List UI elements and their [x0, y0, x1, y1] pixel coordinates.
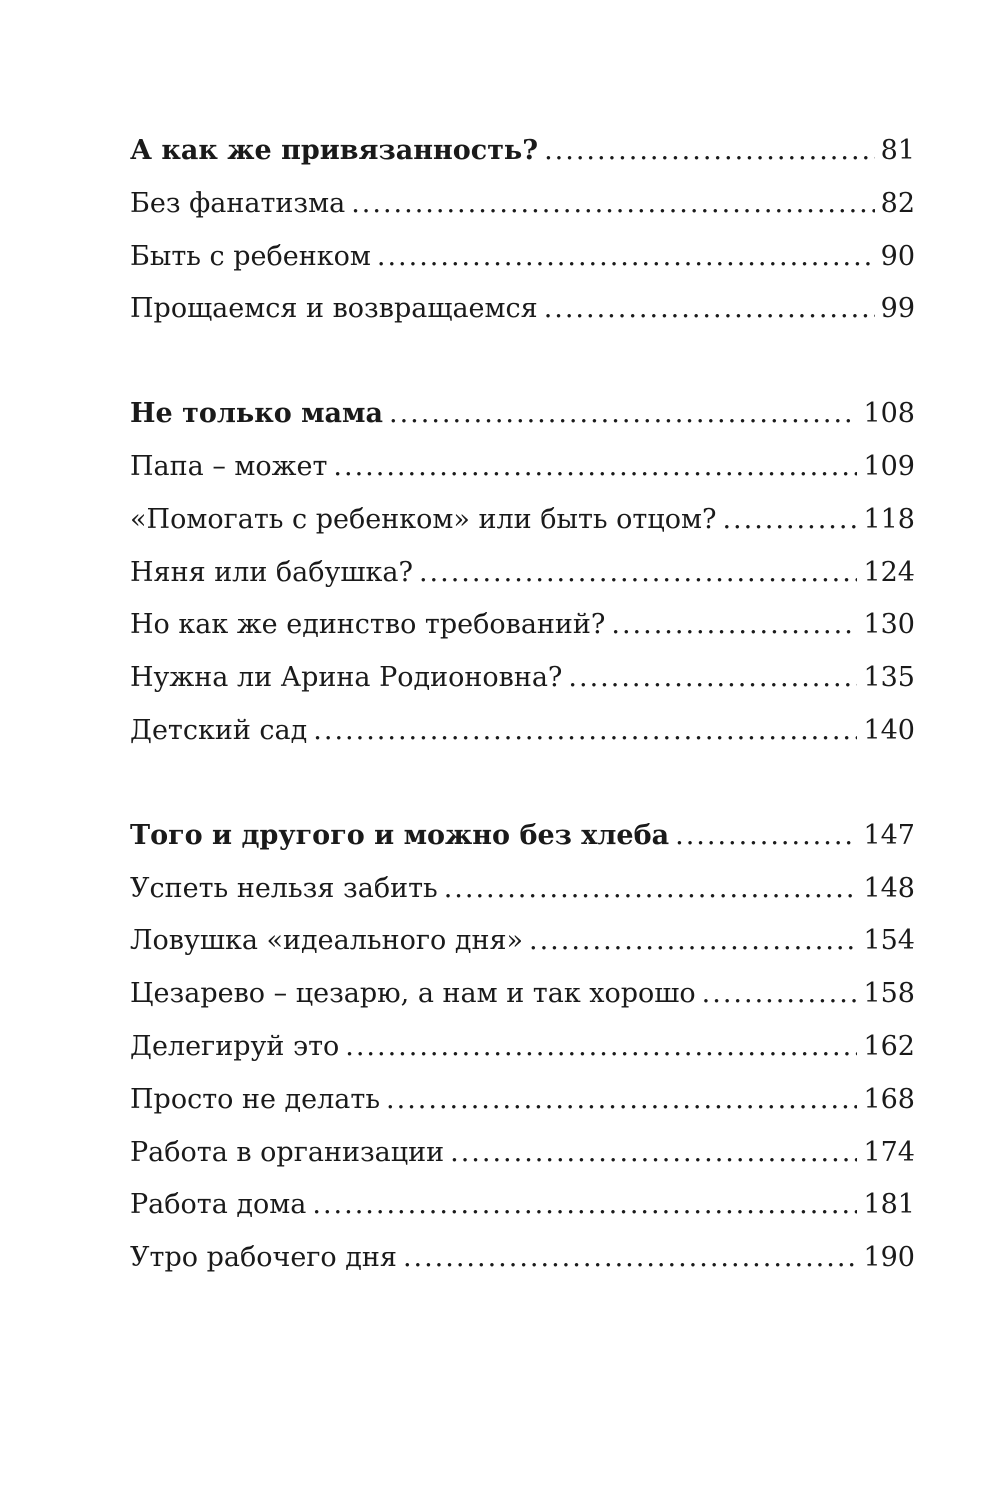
- toc-page-number: 81: [880, 135, 915, 166]
- toc-entry: [130, 494, 915, 547]
- dot-leader: [450, 1127, 857, 1180]
- dot-leader: [403, 1232, 858, 1285]
- dot-leader: [702, 968, 858, 1021]
- dot-leader: [611, 599, 857, 652]
- toc-entry-title: Детский сад: [130, 714, 308, 746]
- toc-page-number: 174: [863, 1136, 915, 1168]
- toc-entry-title: Ловушка «идеального дня»: [130, 925, 524, 957]
- dot-leader: [544, 125, 875, 178]
- toc-page-number: 168: [863, 1083, 915, 1115]
- toc-page-number: 140: [863, 714, 915, 746]
- dot-leader: [333, 441, 857, 494]
- toc-entry-title: Цезарево – цезарю, а нам и так хорошо: [130, 978, 696, 1010]
- toc-page-number: 181: [863, 1189, 915, 1221]
- toc-entry-title: Но как же единство требований?: [130, 609, 606, 641]
- toc-entry-title: Няня или бабушка?: [130, 556, 413, 588]
- toc-page-number: 147: [863, 819, 915, 851]
- toc-entry-title: Папа – может: [130, 450, 328, 482]
- toc-entry: [130, 1021, 915, 1074]
- toc-entry: [130, 547, 915, 600]
- toc-entry-title: Работа дома: [130, 1189, 307, 1221]
- toc-entry-title: Быть с ребенком: [130, 240, 371, 272]
- toc-entry-title: Успеть нельзя забить: [130, 872, 438, 904]
- dot-leader: [419, 547, 857, 600]
- dot-leader: [377, 231, 875, 284]
- toc-page-number: 135: [863, 662, 915, 694]
- toc-entry: [130, 1074, 915, 1127]
- toc-page-number: 158: [863, 978, 915, 1010]
- toc-page-number: 99: [880, 293, 915, 325]
- dot-leader: [529, 915, 857, 968]
- dot-leader: [386, 1074, 857, 1127]
- toc-entry-title: Просто не делать: [130, 1083, 381, 1115]
- toc-page-number: 108: [863, 398, 915, 430]
- toc-chapter-title: Не только мама: [130, 398, 383, 430]
- toc-entry: [130, 863, 915, 916]
- toc-entry: [130, 283, 915, 336]
- toc-entry: [130, 1179, 915, 1232]
- toc-chapter-title: А как же привязанность?: [130, 135, 539, 166]
- dot-leader: [722, 494, 857, 547]
- toc-page-number: 148: [863, 872, 915, 904]
- toc-entry: [130, 705, 915, 758]
- dot-leader: [312, 1179, 857, 1232]
- toc-entry: [130, 231, 915, 284]
- toc-page-number: 130: [863, 609, 915, 641]
- toc-entry-title: Делегируй это: [130, 1030, 340, 1062]
- toc-page-number: 124: [863, 556, 915, 588]
- dot-leader: [568, 652, 857, 705]
- toc-chapter-heading: [130, 388, 915, 441]
- toc-entry-title: Прощаемся и возвращаемся: [130, 293, 538, 325]
- toc-entry: [130, 1127, 915, 1180]
- toc-entry-title: Работа в организации: [130, 1136, 445, 1168]
- toc-chapter-title: Того и другого и можно без хлеба: [130, 819, 670, 851]
- toc-entry: [130, 968, 915, 1021]
- toc-entry-title: Нужна ли Арина Родионовна?: [130, 662, 563, 694]
- toc-chapter-heading: [130, 810, 915, 863]
- toc-entry-title: «Помогать с ребенком» или быть отцом?: [130, 503, 717, 535]
- table-of-contents: [130, 125, 915, 1337]
- toc-entry: [130, 652, 915, 705]
- toc-page-number: 90: [880, 240, 915, 272]
- dot-leader: [345, 1021, 857, 1074]
- toc-page-number: 162: [863, 1030, 915, 1062]
- dot-leader: [444, 863, 858, 916]
- toc-section: [130, 125, 915, 336]
- toc-page-number: 109: [863, 450, 915, 482]
- toc-entry: [130, 178, 915, 231]
- dot-leader: [544, 283, 875, 336]
- toc-page-number: 82: [880, 187, 915, 219]
- toc-page-number: 118: [863, 503, 915, 535]
- toc-entry: [130, 1232, 915, 1285]
- toc-section: [130, 388, 915, 758]
- toc-entry-title: Утро рабочего дня: [130, 1242, 397, 1274]
- toc-section: [130, 810, 915, 1285]
- toc-entry: [130, 441, 915, 494]
- toc-page-number: 154: [863, 925, 915, 957]
- toc-entry: [130, 599, 915, 652]
- dot-leader: [389, 388, 857, 441]
- toc-entry-title: Без фанатизма: [130, 187, 346, 219]
- dot-leader: [351, 178, 874, 231]
- toc-page-number: 190: [863, 1242, 915, 1274]
- toc-entry: [130, 915, 915, 968]
- dot-leader: [675, 810, 857, 863]
- toc-chapter-heading: [130, 125, 915, 178]
- dot-leader: [313, 705, 857, 758]
